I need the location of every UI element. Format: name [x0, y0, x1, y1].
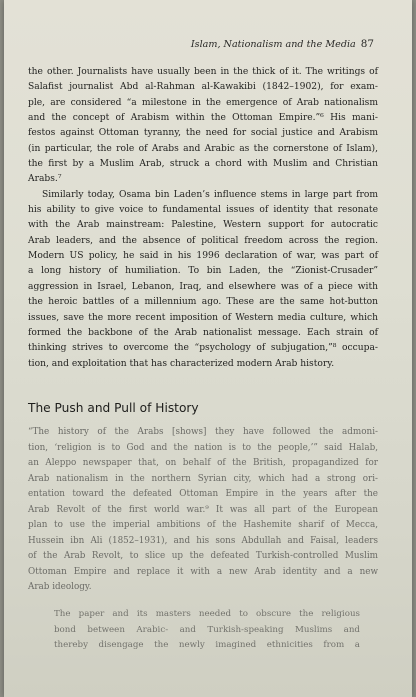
text-line: Arab Revolt of the first world war.⁹ It was all part of the European — [28, 504, 378, 515]
text-line: entation toward the defeated Ottoman Empire in the years after the — [28, 489, 378, 499]
text-line: Arab ideology. — [28, 582, 92, 592]
text-line: ple, are considered “a milestone in the emergence of Arab nationalism — [28, 97, 378, 108]
text-line: his ability to give voice to fundamental issues of identity that resonate — [28, 205, 378, 216]
block-quote — [54, 607, 360, 654]
text-line: The paper and its masters needed to obscure the religious — [54, 609, 360, 619]
text-line: the other. Journalists have usually been in the thick of it. The writings of — [28, 67, 378, 77]
text-line: tion, ‘religion is to God and the nation is to the people,’” said Halab, — [28, 442, 378, 453]
text-line: Hussein ibn Ali (1852–1931), and his sons Abdullah and Faisal, leaders — [28, 535, 378, 546]
running-header — [28, 38, 374, 50]
text-line: tion, and exploitation that has characterized modern Arab history. — [28, 358, 335, 369]
text-line: issues, save the more recent imposition of Western media culture, which — [28, 312, 378, 323]
page-number: 87 — [360, 38, 374, 50]
text-line: a long history of humiliation. To bin Laden, the “Zionist-Crusader” — [28, 266, 378, 277]
text-line: festos against Ottoman tyranny, the need for social justice and Arabism — [28, 128, 378, 139]
text-line: Arab leaders, and the absence of political freedom across the region. — [28, 235, 378, 246]
text-line: “The history of the Arabs [shows] they have followed the admoni- — [28, 427, 378, 437]
text-line: plan to use the imperial ambitions of the Hashemite sharif of Mecca, — [28, 520, 378, 530]
text-line: Ottoman Empire and replace it with a new Arab identity and a new — [28, 566, 378, 577]
text-line: Similarly today, Osama bin Laden’s influence stems in large part from — [42, 189, 378, 200]
text-line: the heroic battles of a millennium ago. These are the same hot-button — [28, 297, 378, 308]
paragraph-1 — [28, 65, 378, 188]
section-heading: The Push and Pull of History — [28, 401, 199, 415]
text-line: the first by a Muslim Arab, struck a chord with Muslim and Christian — [28, 159, 378, 170]
text-line: with the Arab mainstream: Palestine, Western support for autocratic — [28, 220, 378, 231]
running-title: Islam, Nationalism and the Media — [190, 39, 356, 50]
paragraph-3 — [28, 425, 378, 596]
text-line: Arab nationalism in the northern Syrian city, which had a strong ori- — [28, 473, 378, 484]
text-line: of the Arab Revolt, to slice up the defeated Turkish-controlled Muslim — [28, 551, 378, 561]
text-line: formed the backbone of the Arab nationalist message. Each strain of — [28, 327, 378, 338]
text-line: aggression in Israel, Lebanon, Iraq, and elsewhere was of a piece with — [28, 281, 378, 292]
text-line: Modern US policy, he said in his 1996 declaration of war, was part of — [28, 251, 378, 262]
book-page — [4, 0, 412, 697]
text-line: (in particular, the role of Arabs and Arabic as the cornerstone of Islam), — [28, 143, 378, 154]
text-line: Salafist journalist Abd al-Rahman al-Kawakibi (1842–1902), for exam- — [28, 82, 378, 93]
text-line: thereby disengage the newly imagined ethnicities from a — [54, 640, 360, 651]
body-text — [28, 65, 378, 372]
text-line: Arabs.⁷ — [28, 174, 62, 185]
text-line: bond between Arabic- and Turkish-speaking Muslims and — [54, 624, 360, 635]
text-line: an Aleppo newspaper that, on behalf of the British, propagandized for — [28, 458, 378, 468]
text-line: thinking strives to overcome the “psychology of subjugation,”⁸ occupa- — [28, 343, 378, 354]
paragraph-2 — [28, 188, 378, 372]
text-line: and the concept of Arabism within the Ottoman Empire.”⁶ His mani- — [28, 113, 378, 124]
